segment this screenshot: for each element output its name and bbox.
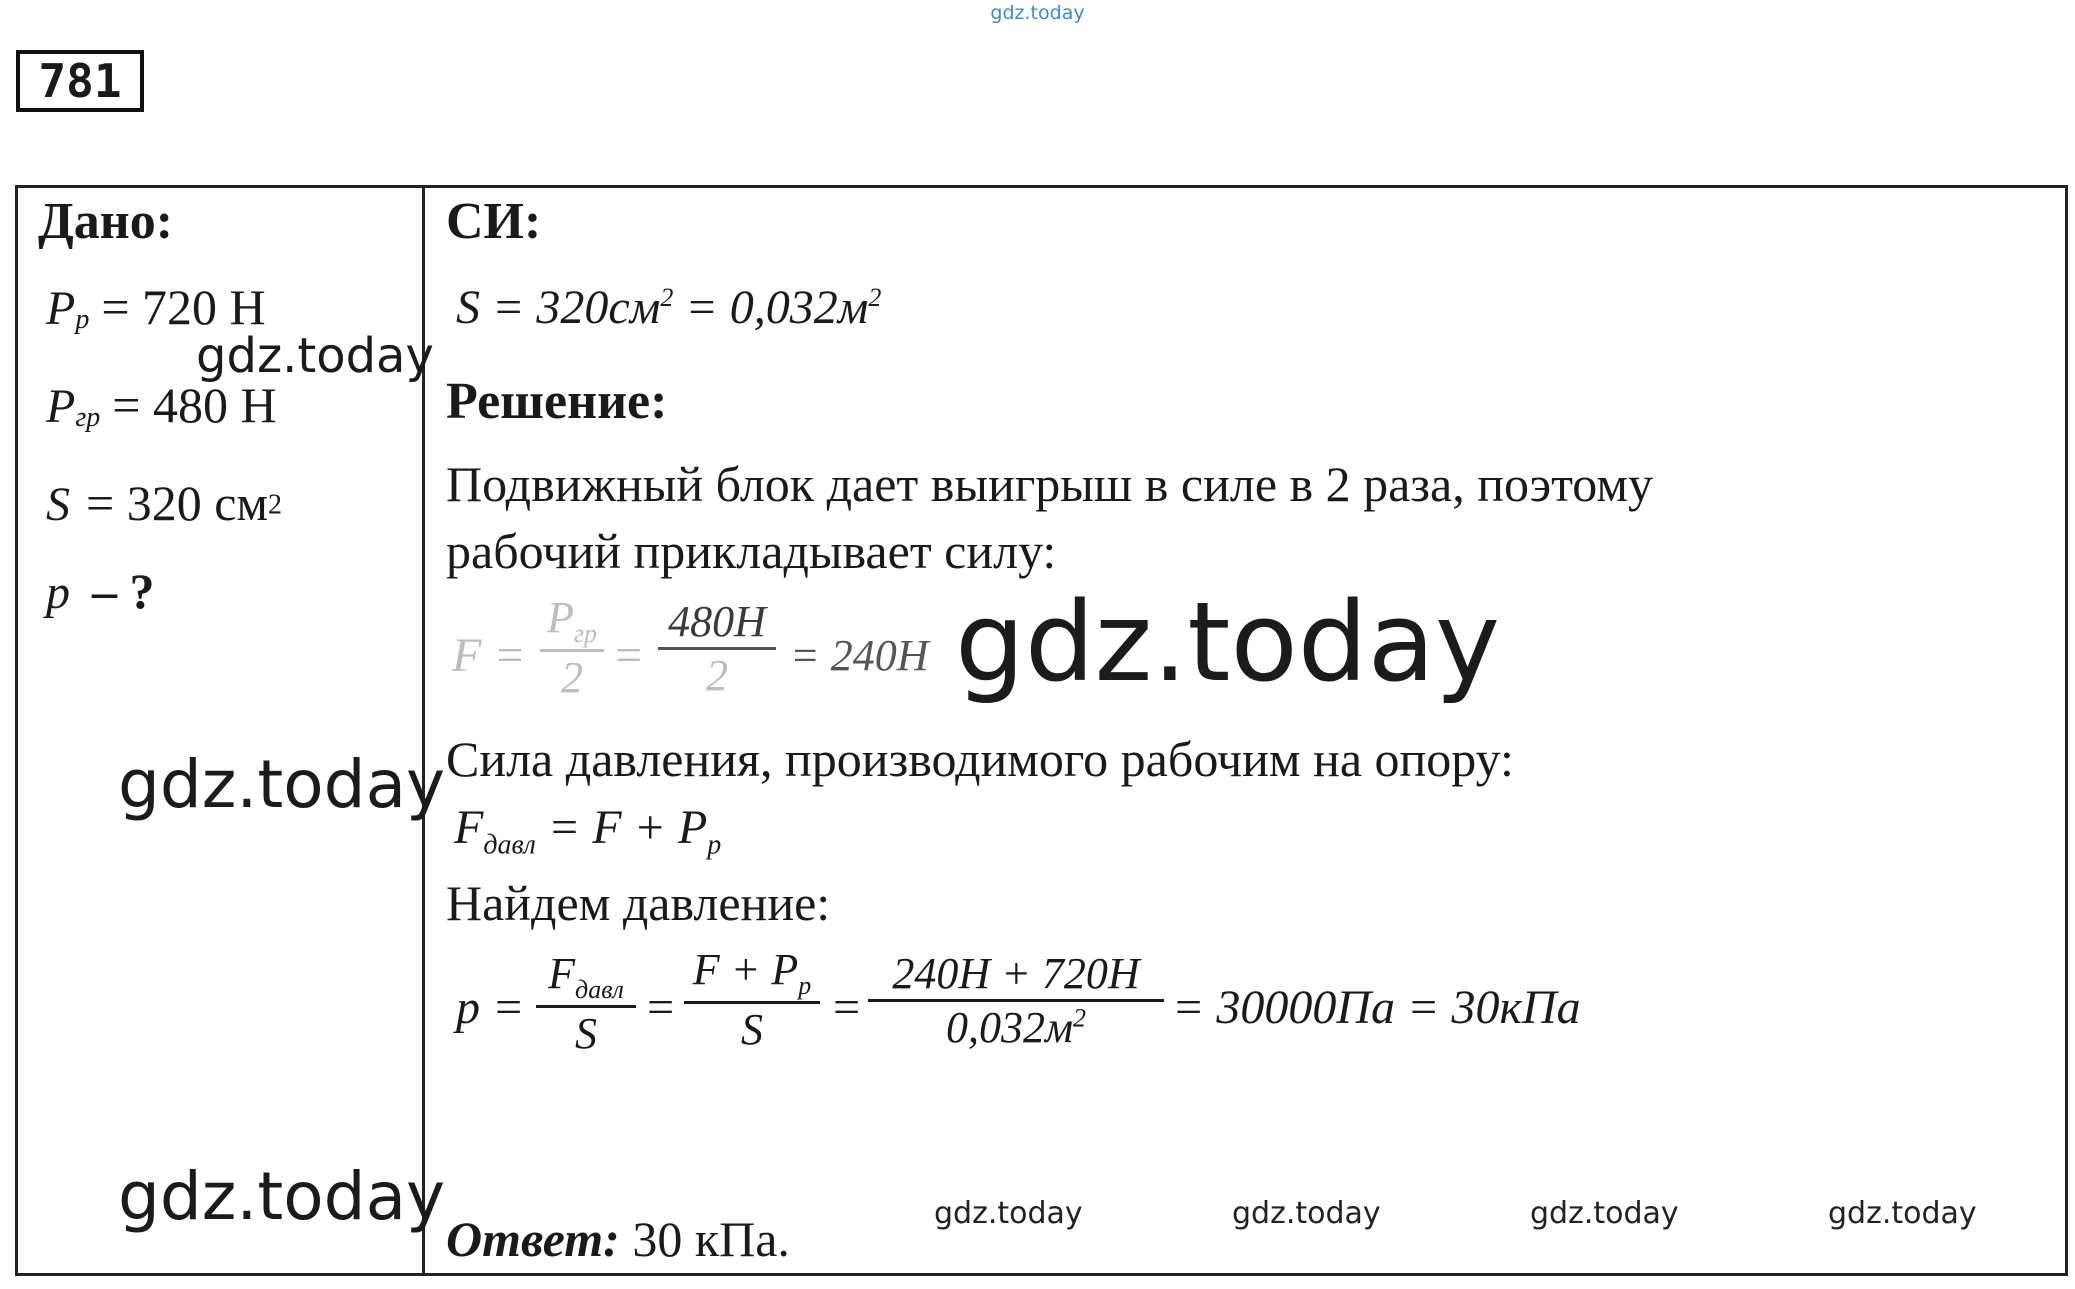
eq3-result: = 30000Па = 30кПа <box>1172 981 1581 1034</box>
eq2-right-sub: р <box>707 829 722 861</box>
watermark-large-center: gdz.today <box>955 578 1501 706</box>
given-pgr <box>46 376 277 434</box>
eq3-den2: S <box>741 1004 763 1054</box>
eq3-eq: = <box>644 981 677 1034</box>
watermark-left-bottom: gdz.today <box>118 1158 446 1235</box>
watermark-small-1: gdz.today <box>934 1196 1083 1231</box>
watermark-given: gdz.today <box>196 328 434 384</box>
eq1-num2: 480H <box>668 597 766 646</box>
answer-value: 30 кПа. <box>619 1211 790 1267</box>
watermark-small-3: gdz.today <box>1530 1196 1679 1231</box>
given-pgr-value: = 480 Н <box>112 377 277 433</box>
given-s-label: S <box>46 478 70 531</box>
problem-number: 781 <box>16 50 144 112</box>
eq3-frac1 <box>536 948 636 1059</box>
given-find <box>46 562 155 620</box>
eq1-den1: 2 <box>561 652 583 702</box>
eq1-frac1 <box>540 592 604 703</box>
si-exp1: 2 <box>660 283 674 312</box>
eq1-frac2 <box>658 596 776 701</box>
given-s <box>46 474 282 532</box>
given-s-exp: 2 <box>268 489 283 521</box>
si-exp2: 2 <box>868 283 882 312</box>
eq3-den3: 0,032м <box>945 1003 1074 1052</box>
solution-heading: Решение: <box>446 373 668 430</box>
given-pr-sub: р <box>75 304 90 336</box>
given-find-value: – ? <box>92 563 155 619</box>
eq1-den2: 2 <box>706 651 728 700</box>
eq3-num2: F + P <box>692 945 799 994</box>
eq3-num2-sub: р <box>798 970 812 1000</box>
eq2-left-sub: давл <box>483 829 536 861</box>
eq3-den1: S <box>575 1008 597 1058</box>
solution-text3: Найдем давление: <box>446 875 831 931</box>
given-pr-label: P <box>46 282 76 335</box>
given-pr-value: = 720 Н <box>101 279 266 335</box>
eq3-eq2: = <box>830 981 863 1034</box>
si-left: S = 320см <box>456 281 661 334</box>
solution-text2: Сила давления, производимого рабочим на опору: <box>446 731 1514 787</box>
eq3-den3-exp: 2 <box>1073 1003 1087 1033</box>
eq3-frac2 <box>684 944 820 1055</box>
eq3-num1-sub: давл <box>575 974 624 1004</box>
eq3-p: p = <box>456 981 525 1034</box>
watermark-small-4: gdz.today <box>1828 1196 1977 1231</box>
given-pgr-sub: гр <box>75 402 101 434</box>
answer-label: Ответ: <box>446 1211 620 1267</box>
solution-text1-line2: рабочий прикладывает силу: <box>446 523 1057 579</box>
si-heading: СИ: <box>446 193 542 250</box>
eq3-num1: F <box>548 949 576 998</box>
eq2-left: F <box>454 801 484 854</box>
eq1-result: = 240H <box>790 631 929 680</box>
eq2-right: = F + P <box>535 801 708 854</box>
top-watermark: gdz.today <box>990 2 1085 24</box>
watermark-small-2: gdz.today <box>1232 1196 1381 1231</box>
given-heading: Дано: <box>38 193 174 250</box>
si-equation <box>456 280 881 335</box>
solution-text1-line1: Подвижный блок дает выигрыш в силе в 2 раза, поэтому <box>446 456 1653 512</box>
watermark-left-middle: gdz.today <box>118 746 446 823</box>
eq1-eq2: = <box>612 629 645 682</box>
answer <box>446 1210 790 1268</box>
given-pgr-label: P <box>46 380 76 433</box>
eq3-num3: 240H + 720H <box>892 949 1140 998</box>
eq1-F: F = <box>452 629 526 682</box>
given-find-label: p <box>46 566 70 619</box>
eq1-num1-sub: гр <box>573 618 598 648</box>
eq3-frac3 <box>868 948 1164 1053</box>
eq1-num1: P <box>546 593 574 642</box>
eq2 <box>454 800 721 862</box>
si-right: = 0,032м <box>673 281 869 334</box>
given-s-value: = 320 см <box>86 475 269 531</box>
